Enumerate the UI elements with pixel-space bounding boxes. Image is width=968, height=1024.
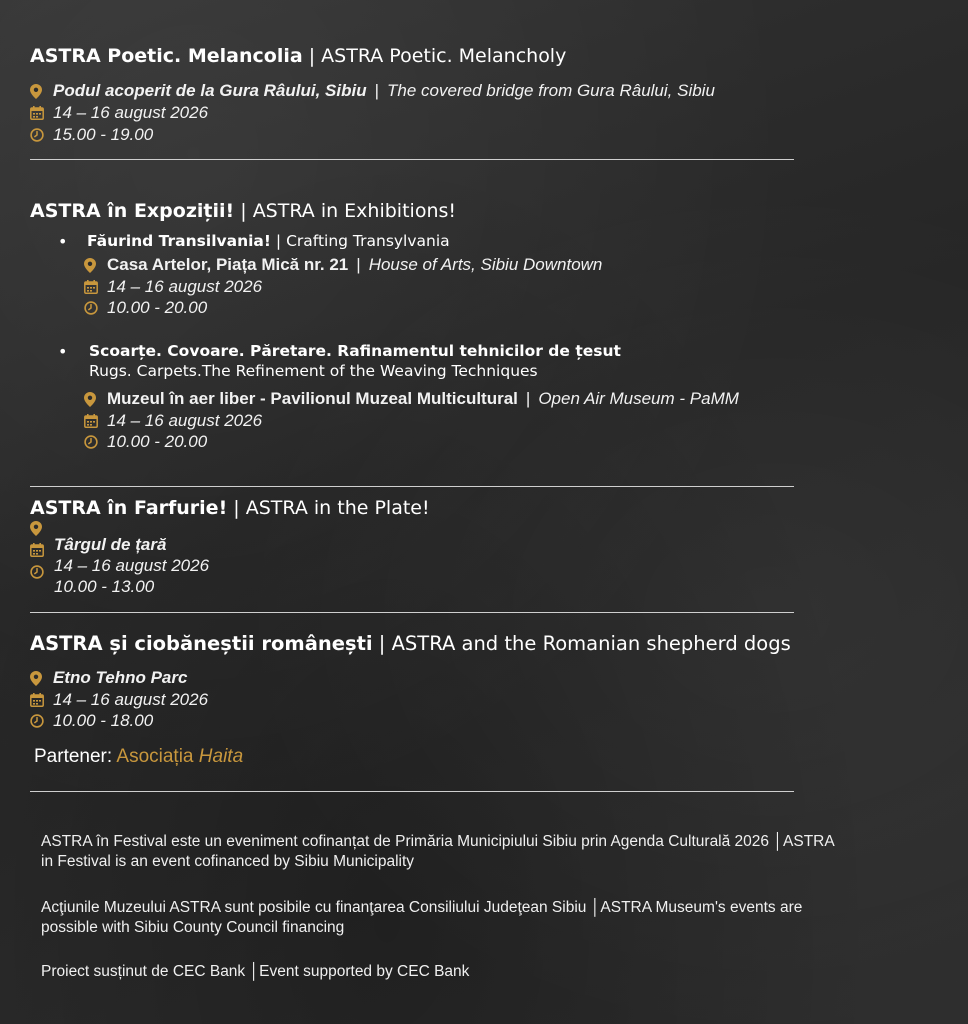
location-pin-icon <box>30 671 44 686</box>
divider <box>30 486 794 487</box>
clock-icon <box>30 128 44 143</box>
clock-icon <box>84 435 98 450</box>
footer-county-council: Acţiunile Muzeului ASTRA sunt posibile cu finanţarea Consiliului Judeţean Sibiu │ASTRA Museum's events are possible with Sibiu County Council financing <box>41 899 803 936</box>
partner-name: Haita <box>198 746 244 767</box>
partner-label: Partener: <box>34 746 113 767</box>
calendar-icon <box>30 538 44 563</box>
expo-title-sep: | <box>240 200 247 222</box>
plate-location-ro: Târgul de țară <box>54 535 167 554</box>
expo-item-1-date-text: 14 – 16 august 2026 <box>107 277 263 296</box>
expo-item-2-name-en: Rugs. Carpets.The Refinement of the Weaving Techniques <box>89 362 538 380</box>
poetic-location <box>30 81 715 101</box>
expo-item-1-time <box>84 298 207 318</box>
poetic-time <box>30 125 153 145</box>
expo-item-2-location <box>84 389 739 409</box>
plate-date-text: 14 – 16 august 2026 <box>54 556 210 575</box>
dogs-date <box>30 690 208 710</box>
plate-title <box>30 497 430 519</box>
plate-time-text: 10.00 - 13.00 <box>54 577 155 596</box>
plate-location <box>54 535 166 555</box>
bullet: • <box>58 232 68 251</box>
expo-title-en: ASTRA in Exhibitions! <box>252 200 457 222</box>
dogs-title <box>30 632 791 655</box>
expo-item-1-location-ro: Casa Artelor, Piața Mică nr. 21 <box>107 255 349 274</box>
expo-item-1-name-ro: Făurind Transilvania! <box>87 232 271 250</box>
poetic-title <box>30 45 566 67</box>
footer-cofinancing: ASTRA în Festival este un eveniment cofinanțat de Primăria Municipiului Sibiu prin Agenda Culturală 2026 │ASTRA in Festival is an event cofinanced by Sibiu Municipality <box>41 833 834 870</box>
expo-item-1-location <box>84 255 602 275</box>
expo-item-2-location-sep: | <box>525 389 531 408</box>
dogs-time-text: 10.00 - 18.00 <box>53 711 154 730</box>
clock-icon <box>30 714 44 729</box>
dogs-title-ro: ASTRA și ciobăneștii românești <box>30 632 373 655</box>
expo-item-1-time-text: 10.00 - 20.00 <box>107 298 208 317</box>
dogs-date-text: 14 – 16 august 2026 <box>53 690 209 709</box>
plate-icon-column <box>30 521 44 583</box>
expo-item-2-date-text: 14 – 16 august 2026 <box>107 411 263 430</box>
footer-cec-bank: Proiect susținut de CEC Bank │Event supported by CEC Bank <box>41 963 470 980</box>
expo-title <box>30 200 456 222</box>
expo-item-2-location-ro: Muzeul în aer liber - Pavilionul Muzeal Multicultural <box>107 389 518 408</box>
location-pin-icon <box>30 84 44 99</box>
divider <box>30 612 794 613</box>
divider <box>30 159 794 160</box>
poetic-title-sep: | <box>308 45 316 67</box>
expo-item-1-location-en: House of Arts, Sibiu Downtown <box>368 255 603 274</box>
expo-item-2-name-ro <box>89 342 621 360</box>
poetic-date-text: 14 – 16 august 2026 <box>53 103 209 122</box>
plate-title-sep: | <box>233 497 240 519</box>
poetic-date <box>30 103 208 123</box>
expo-item-2-time-text: 10.00 - 20.00 <box>107 432 208 451</box>
calendar-icon <box>30 693 44 708</box>
dogs-location-ro: Etno Tehno Parc <box>53 668 188 687</box>
divider <box>30 791 794 792</box>
expo-item-1-name-en: Crafting Transylvania <box>286 232 450 250</box>
plate-title-en: ASTRA in the Plate! <box>245 497 430 519</box>
partner-line <box>34 746 243 768</box>
poetic-location-en: The covered bridge from Gura Râului, Sibiu <box>387 81 715 100</box>
expo-item-2-time <box>84 432 207 452</box>
poetic-time-text: 15.00 - 19.00 <box>53 125 154 144</box>
expo-item-2-date <box>84 411 262 431</box>
plate-time <box>54 577 154 597</box>
calendar-icon <box>84 280 98 295</box>
expo-item-2-name-ro-text: Scoarțe. Covoare. Păretare. Rafinamentul tehnicilor de țesut <box>89 342 621 360</box>
expo-item-1-location-sep: | <box>356 255 361 274</box>
dogs-title-sep: | <box>378 632 386 655</box>
plate-date <box>54 556 209 576</box>
poetic-location-sep: | <box>374 81 380 100</box>
expo-item-1-date <box>84 277 262 297</box>
expo-item-2-location-en: Open Air Museum - PaMM <box>538 389 739 408</box>
location-pin-icon <box>30 521 44 538</box>
plate-title-ro: ASTRA în Farfurie! <box>30 497 228 519</box>
clock-icon <box>84 301 98 316</box>
location-pin-icon <box>84 258 98 273</box>
poetic-title-ro: ASTRA Poetic. Melancolia <box>30 45 303 67</box>
dogs-time <box>30 711 153 731</box>
dogs-location <box>30 668 187 688</box>
poetic-location-ro: Podul acoperit de la Gura Râului, Sibiu <box>53 81 367 100</box>
calendar-icon <box>84 414 98 429</box>
poetic-title-en: ASTRA Poetic. Melancholy <box>321 45 567 67</box>
expo-item-1-name <box>87 232 450 250</box>
partner-org: Asociația <box>116 746 194 767</box>
expo-item-1-name-sep: | <box>275 232 282 250</box>
location-pin-icon <box>84 392 98 407</box>
calendar-icon <box>30 106 44 121</box>
dogs-title-en: ASTRA and the Romanian shepherd dogs <box>391 632 791 655</box>
bullet: • <box>58 342 68 361</box>
clock-icon <box>30 563 44 583</box>
expo-title-ro: ASTRA în Expoziții! <box>30 200 235 222</box>
